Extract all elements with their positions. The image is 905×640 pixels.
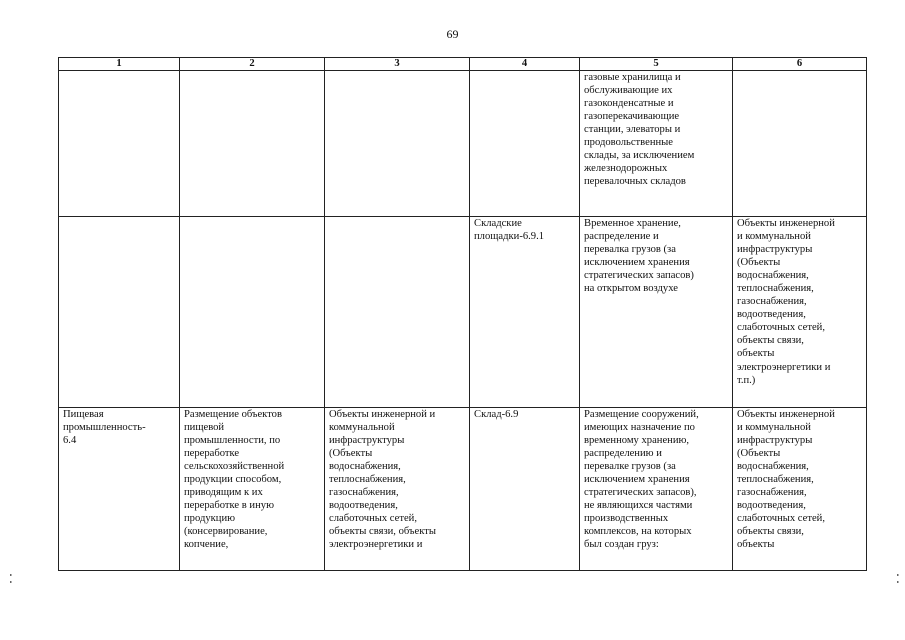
table-cell bbox=[580, 71, 733, 217]
table-cell bbox=[59, 71, 180, 217]
table-cell bbox=[180, 217, 325, 408]
table-cell bbox=[733, 217, 867, 408]
table-cell bbox=[59, 408, 180, 571]
table-cell bbox=[180, 408, 325, 571]
table-cell bbox=[325, 408, 470, 571]
cell-text: Объекты инженерной и коммунальной инфраструктуры (Объекты водоснабжения, теплоснабжения, газоснабжения, водоотведения, слаботочных сетей, объекты связи, объекты электроэнергетики и bbox=[329, 409, 436, 551]
scan-edge-mark bbox=[896, 572, 900, 586]
table-cell bbox=[733, 71, 867, 217]
table-cell bbox=[470, 408, 580, 571]
column-header-5: 5 bbox=[580, 58, 733, 71]
page-number: 69 bbox=[446, 27, 459, 41]
cell-text: Временное хранение, распределение и перевалка грузов (за исключением хранения стратегических запасов) на открытом воздухе bbox=[584, 218, 694, 295]
cell-text: Размещение сооружений, имеющих назначение по временному хранению, распределению и перевалке грузов (за исключением хранения стратегических запасов), не являющихся частями производственных комплексов, на которых был создан груз: bbox=[584, 409, 699, 551]
cell-text: Склад-6.9 bbox=[474, 409, 519, 420]
table-row bbox=[59, 71, 867, 217]
table-cell bbox=[180, 71, 325, 217]
column-header-1: 1 bbox=[59, 58, 180, 71]
cell-text: Объекты инженерной и коммунальной инфраструктуры (Объекты водоснабжения, теплоснабжения, газоснабжения, водоотведения, слаботочных сетей, объекты связи, объекты электроэнергетики и т.п.) bbox=[737, 218, 835, 386]
cell-text: газовые хранилища и обслуживающие их газоконденсатные и газоперекачивающие станции, элеваторы и продовольственные склады, за исключением железнодорожных перевалочных складов bbox=[584, 72, 695, 188]
cell-text: Складские площадки-6.9.1 bbox=[474, 218, 545, 243]
table-cell bbox=[470, 217, 580, 408]
cell-text: Размещение объектов пищевой промышленности, по переработке сельскохозяйственной продукции способом, приводящим к их переработке в иную продукцию (консервирование, копчение, bbox=[184, 409, 285, 551]
column-header-6: 6 bbox=[733, 58, 867, 71]
column-header-4: 4 bbox=[470, 58, 580, 71]
table-cell bbox=[733, 408, 867, 571]
table-header-row bbox=[59, 58, 867, 71]
cell-text: Пищевая промышленность- 6.4 bbox=[63, 409, 146, 447]
column-header-3: 3 bbox=[325, 58, 470, 71]
table-cell bbox=[580, 217, 733, 408]
land-use-table bbox=[58, 57, 867, 571]
scan-edge-mark bbox=[9, 572, 13, 586]
table-cell bbox=[325, 217, 470, 408]
table-cell bbox=[470, 71, 580, 217]
table-row bbox=[59, 217, 867, 408]
table-cell bbox=[580, 408, 733, 571]
table-cell bbox=[325, 71, 470, 217]
column-header-2: 2 bbox=[180, 58, 325, 71]
table-cell bbox=[59, 217, 180, 408]
cell-text: Объекты инженерной и коммунальной инфраструктуры (Объекты водоснабжения, теплоснабжения, газоснабжения, водоотведения, слаботочных сетей, объекты связи, объекты bbox=[737, 409, 835, 551]
table-row bbox=[59, 408, 867, 571]
